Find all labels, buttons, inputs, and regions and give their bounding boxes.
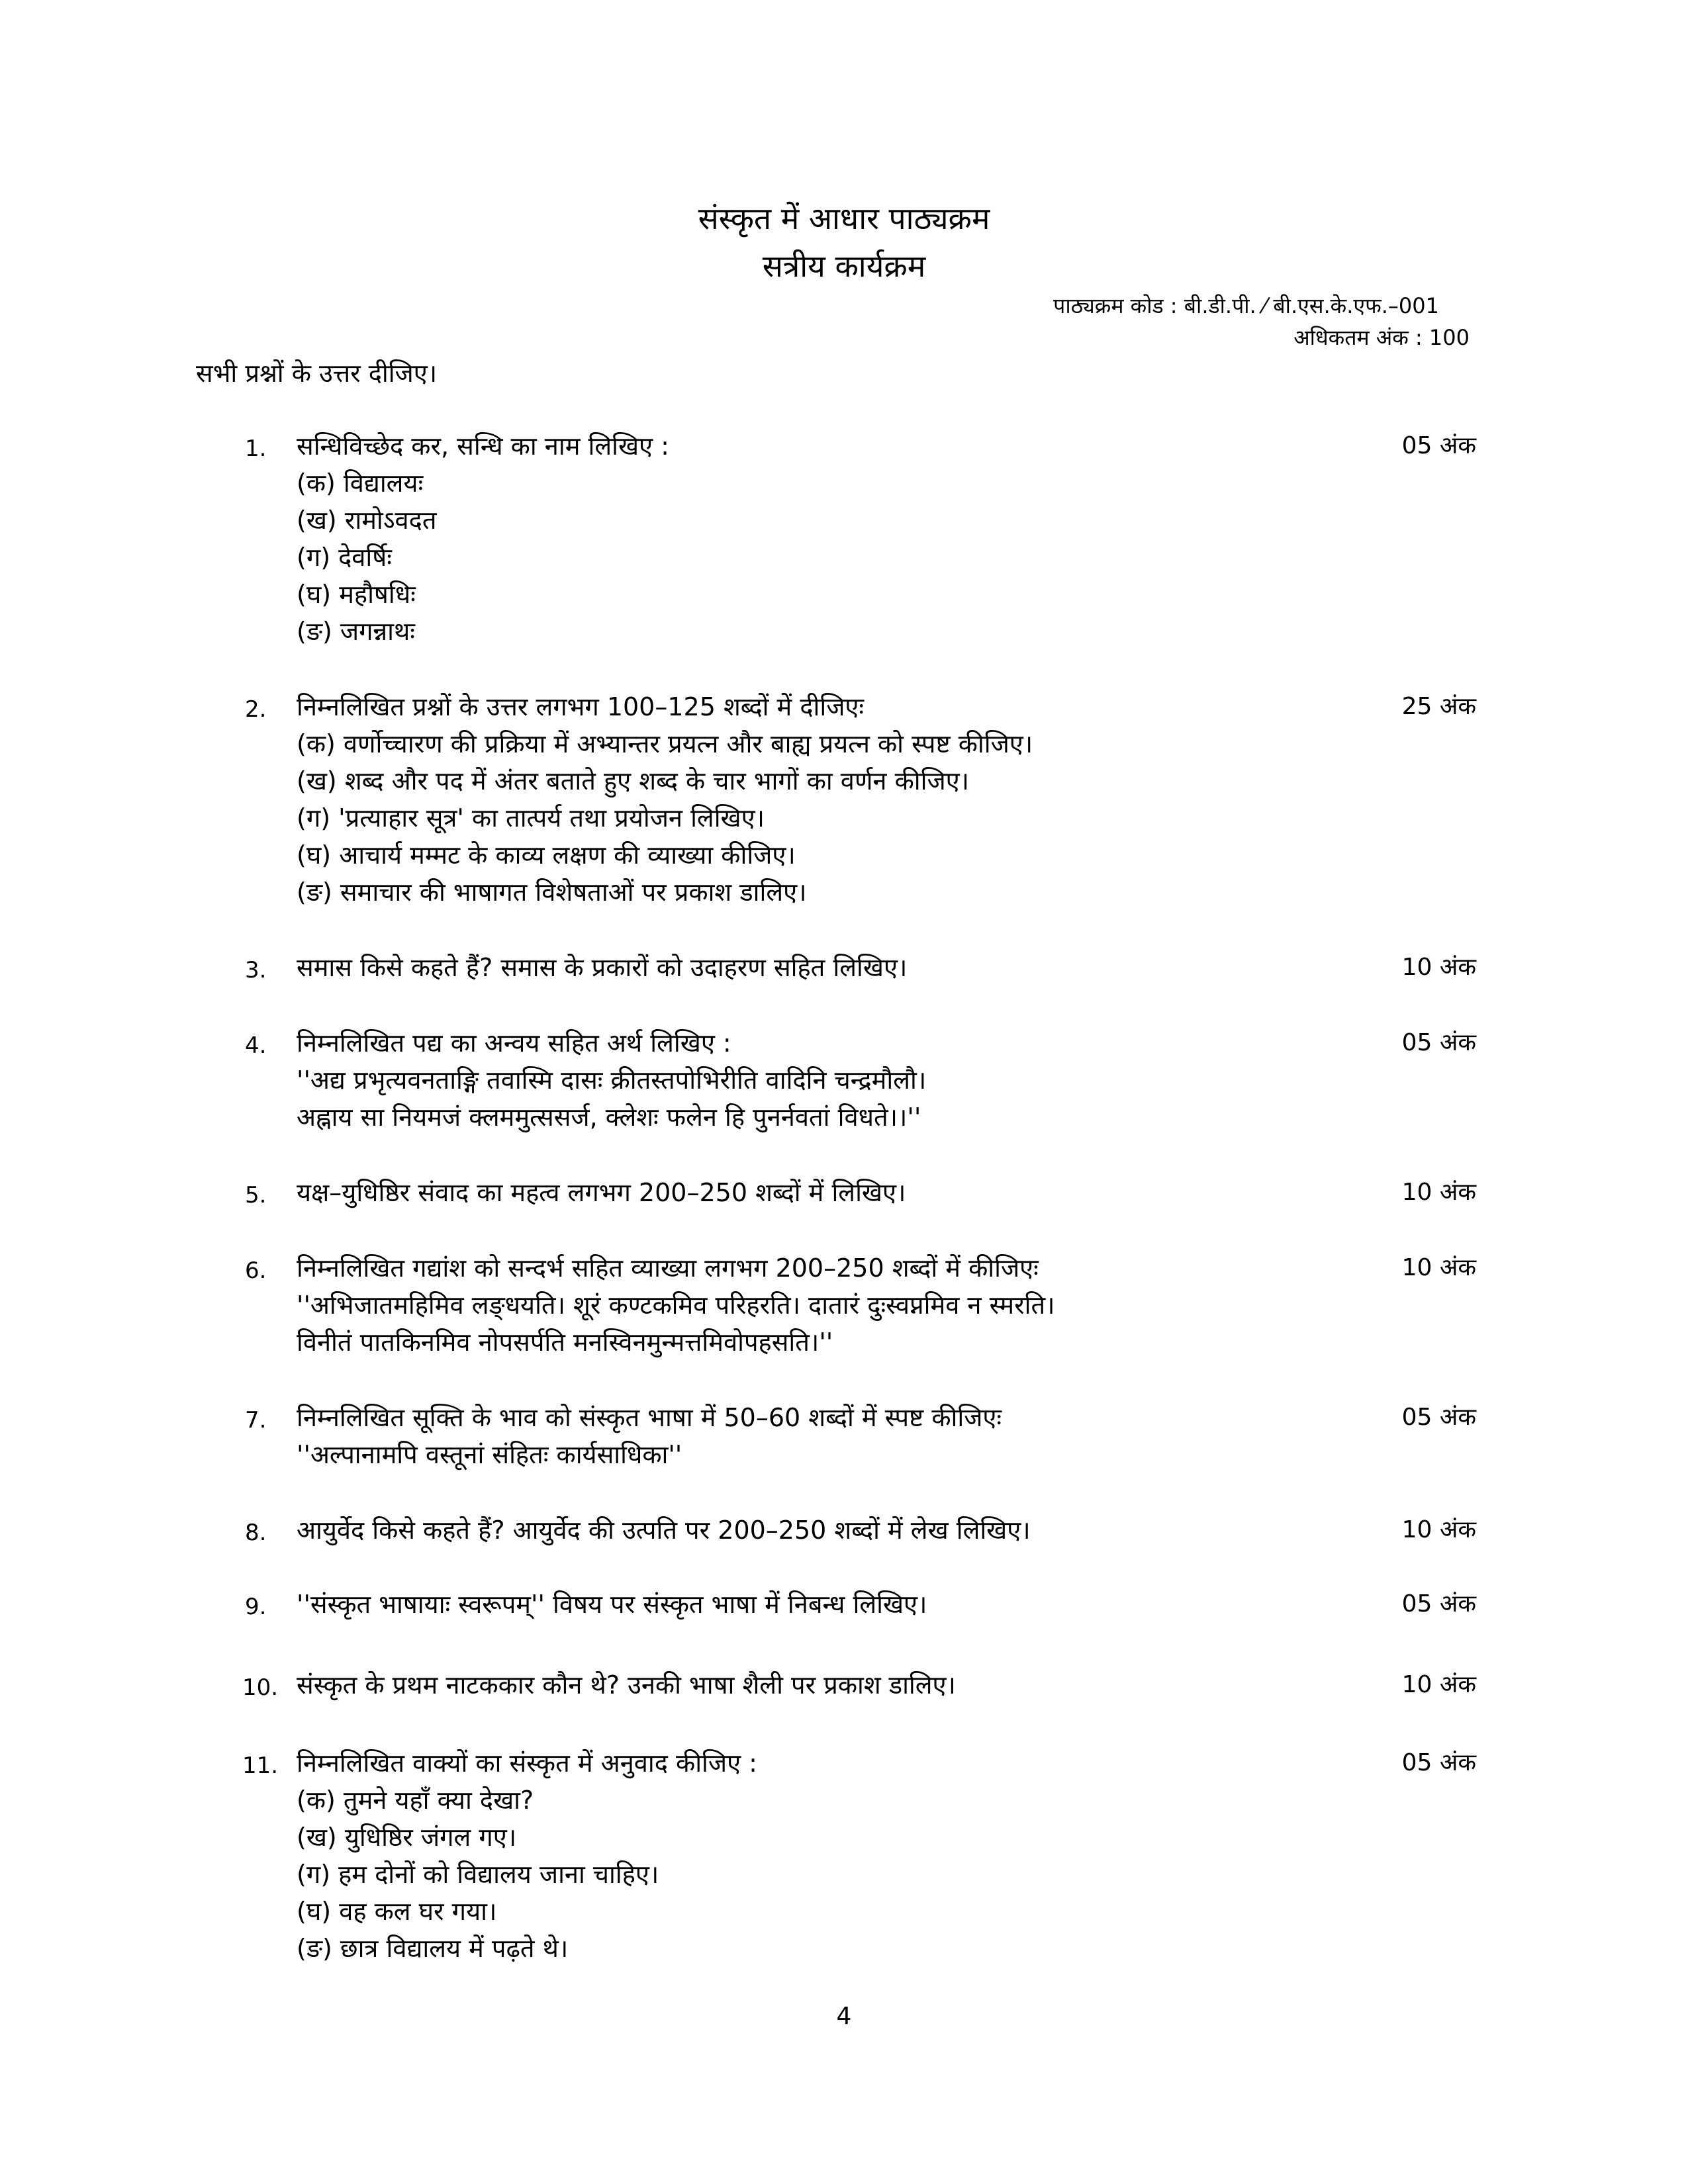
question-text: यक्ष–युधिष्ठिर संवाद का महत्व लगभग 200–250 शब्दों में लिखिए। (297, 1178, 906, 1207)
question-text: संस्कृत के प्रथम नाटककार कौन थे? उनकी भाषा शैली पर प्रकाश डालिए। (297, 1670, 956, 1700)
question-marks: 05 अंक (1401, 432, 1476, 459)
question-number: 8. (245, 1520, 267, 1546)
question-number: 7. (245, 1407, 267, 1433)
sub-item: (ङ) छात्र विद्यालय में पढ़ते थे। (297, 1934, 569, 1963)
course-code: पाठ्यक्रम कोड : बी.डी.पी. ⁄ बी.एस.के.एफ.–001 (1053, 293, 1439, 318)
sub-item: (ग) देवर्षिः (297, 543, 392, 572)
question-marks: 05 अंक (1401, 1590, 1476, 1617)
question-marks: 10 अंक (1401, 1671, 1476, 1698)
sub-item: (ख) रामोऽवदत (297, 506, 437, 535)
question-text: ''संस्कृत भाषायाः स्वरूपम्'' विषय पर संस्कृत भाषा में निबन्ध लिखिए। (297, 1590, 927, 1619)
question-number: 11. (242, 1752, 279, 1779)
question-number: 2. (245, 696, 267, 723)
passage-line: विनीतं पातकिनमिव नोपसर्पति मनस्विनमुन्मत्तमिवोपहसति।'' (297, 1328, 833, 1357)
sub-item: (ग) हम दोनों को विद्यालय जाना चाहिए। (297, 1860, 659, 1889)
question-text: निम्नलिखित गद्यांश को सन्दर्भ सहित व्याख्या लगभग 200–250 शब्दों में कीजिएः (297, 1253, 1039, 1283)
sub-item: (ङ) समाचार की भाषागत विशेषताओं पर प्रकाश डालिए। (297, 878, 807, 907)
sub-item: (ख) युधिष्ठिर जंगल गए। (297, 1823, 517, 1852)
verse-line: ''अद्य प्रभृत्यवनताङ्गि तवास्मि दासः क्रीतस्तपोभिरीति वादिनि चन्द्रमौलौ। (297, 1066, 927, 1095)
verse-line: अह्नाय सा नियमजं क्लममुत्ससर्ज, क्लेशः फलेन हि पुनर्नवतां विधते।।'' (297, 1103, 921, 1132)
question-number: 4. (245, 1032, 267, 1059)
question-number: 1. (245, 435, 267, 462)
question-text: समास किसे कहते हैं? समास के प्रकारों को उदाहरण सहित लिखिए। (297, 953, 908, 982)
document-title: संस्कृत में आधार पाठ्यक्रम (698, 201, 990, 236)
question-marks: 10 अंक (1401, 1516, 1476, 1543)
document-subtitle: सत्रीय कार्यक्रम (762, 248, 926, 284)
question-text: निम्नलिखित सूक्ति के भाव को संस्कृत भाषा में 50–60 शब्दों में स्पष्ट कीजिएः (297, 1403, 1002, 1432)
sub-item: (घ) महौषधिः (297, 580, 416, 609)
question-text: निम्नलिखित पद्य का अन्वय सहित अर्थ लिखिए : (297, 1028, 731, 1058)
question-marks: 05 अंक (1401, 1029, 1476, 1056)
sub-item: (ङ) जगन्नाथः (297, 617, 415, 646)
question-marks: 05 अंक (1401, 1404, 1476, 1431)
question-marks: 10 अंक (1401, 1254, 1476, 1281)
sub-item: (ग) 'प्रत्याहार सूत्र' का तात्पर्य तथा प्रयोजन लिखिए। (297, 803, 765, 833)
question-text: निम्नलिखित वाक्यों का संस्कृत में अनुवाद कीजिए : (297, 1749, 757, 1778)
question-text: निम्नलिखित प्रश्नों के उत्तर लगभग 100–125 शब्दों में दीजिएः (297, 692, 865, 721)
question-number: 6. (245, 1257, 267, 1284)
sub-item: (क) तुमने यहाँ क्या देखा? (297, 1786, 534, 1815)
sub-item: (घ) आचार्य मम्मट के काव्य लक्षण की व्याख्या कीजिए। (297, 841, 796, 870)
question-marks: 10 अंक (1401, 1179, 1476, 1206)
sub-item: (घ) वह कल घर गया। (297, 1897, 497, 1926)
question-marks: 10 अंक (1401, 954, 1476, 981)
question-number: 10. (242, 1674, 279, 1701)
question-number: 3. (245, 957, 267, 983)
max-marks: अधिकतम अंक : 100 (1293, 325, 1470, 350)
question-marks: 05 अंक (1401, 1749, 1476, 1776)
sub-item: (क) विद्यालयः (297, 469, 424, 498)
instruction-text: सभी प्रश्नों के उत्तर दीजिए। (196, 359, 438, 388)
question-number: 5. (245, 1182, 267, 1208)
quote-line: ''अल्पानामपि वस्तूनां संहितः कार्यसाधिका'' (297, 1440, 682, 1469)
question-text: सन्धिविच्छेद कर, सन्धि का नाम लिखिए : (297, 432, 669, 461)
question-text: आयुर्वेद किसे कहते हैं? आयुर्वेद की उत्पति पर 200–250 शब्दों में लेख लिखिए। (297, 1516, 1031, 1545)
question-number: 9. (245, 1594, 267, 1620)
question-marks: 25 अंक (1401, 693, 1476, 720)
sub-item: (क) वर्णोच्चारण की प्रक्रिया में अभ्यान्तर प्रयत्न और बाह्य प्रयत्न को स्पष्ट कीजिए। (297, 729, 1033, 758)
page-number: 4 (836, 2003, 852, 2030)
passage-line: ''अभिजातमहिमिव लङ्धयति। शूरं कण्टकमिव परिहरति। दातारं दुःस्वप्नमिव न स्मरति। (297, 1291, 1055, 1320)
sub-item: (ख) शब्द और पद में अंतर बताते हुए शब्द के चार भागों का वर्णन कीजिए। (297, 766, 970, 796)
